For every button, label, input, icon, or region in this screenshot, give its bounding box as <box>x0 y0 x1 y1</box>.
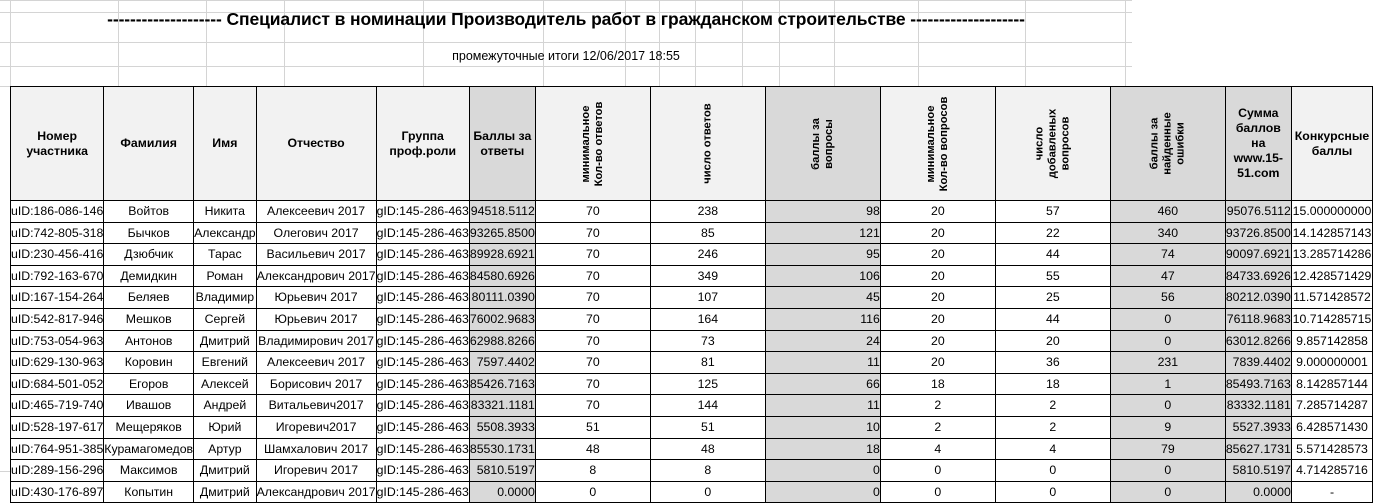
cell-surname: Мешков <box>104 308 194 330</box>
cell-contest-points: 11.571428572 <box>1291 287 1372 309</box>
table-row[interactable] <box>11 201 1373 223</box>
cell-contest-points: 8.142857144 <box>1291 373 1372 395</box>
cell-answer-points: 76002.9683 <box>469 308 535 330</box>
col-header-min-answers-text <box>580 90 606 198</box>
cell-patronymic: Алексеевич 2017 <box>256 201 376 223</box>
cell-participant-number: uID:792-163-670 <box>11 265 104 287</box>
cell-group: gID:145-286-463 <box>376 330 469 352</box>
table-row[interactable] <box>11 395 1373 417</box>
cell-contest-points: - <box>1291 481 1372 503</box>
col-header-sum <box>1225 87 1291 201</box>
cell-group: gID:145-286-463 <box>376 395 469 417</box>
cell-min-questions: 18 <box>880 373 995 395</box>
cell-added-questions: 22 <box>995 222 1110 244</box>
cell-answers-count: 349 <box>650 265 765 287</box>
cell-min-answers: 70 <box>535 287 650 309</box>
cell-patronymic: Игоревич2017 <box>256 416 376 438</box>
cell-surname: Бычков <box>104 222 194 244</box>
cell-error-points: 1 <box>1110 373 1225 395</box>
col-header-sum-l1: Сумма баллов <box>1235 106 1281 135</box>
cell-min-questions: 20 <box>880 330 995 352</box>
cell-patronymic: Владимирович 2017 <box>256 330 376 352</box>
col-header-participant-number-l1: Номер <box>37 128 77 143</box>
cell-first-name: Александр <box>194 222 257 244</box>
cell-added-questions: 2 <box>995 416 1110 438</box>
cell-first-name: Алексей <box>194 373 257 395</box>
cell-contest-points: 7.285714287 <box>1291 395 1372 417</box>
cell-added-questions: 2 <box>995 395 1110 417</box>
col-header-min-questions <box>880 87 995 201</box>
col-header-error-points-l3: ошибки <box>1174 122 1187 165</box>
cell-participant-number: uID:465-719-740 <box>11 395 104 417</box>
cell-contest-points: 4.714285716 <box>1291 460 1372 482</box>
col-header-min-questions-l1: минимальное <box>924 105 937 182</box>
cell-added-questions: 55 <box>995 265 1110 287</box>
cell-participant-number: uID:430-176-897 <box>11 481 104 503</box>
cell-participant-number: uID:742-805-318 <box>11 222 104 244</box>
cell-group: gID:145-286-463 <box>376 460 469 482</box>
table-row[interactable] <box>11 330 1373 352</box>
cell-question-points: 18 <box>765 438 880 460</box>
cell-min-answers: 48 <box>535 438 650 460</box>
cell-group: gID:145-286-463 <box>376 481 469 503</box>
cell-added-questions: 0 <box>995 460 1110 482</box>
cell-patronymic: Александрович 2017 <box>256 265 376 287</box>
cell-min-answers: 70 <box>535 244 650 266</box>
title-block <box>0 6 1132 66</box>
cell-group: gID:145-286-463 <box>376 438 469 460</box>
cell-participant-number: uID:289-156-296 <box>11 460 104 482</box>
col-header-min-answers <box>535 87 650 201</box>
cell-first-name: Сергей <box>194 308 257 330</box>
grid-hline-3 <box>0 66 1132 67</box>
cell-answer-points: 7597.4402 <box>469 352 535 374</box>
col-header-min-answers-l2: Кол-во ответов <box>592 101 605 186</box>
cell-min-answers: 8 <box>535 460 650 482</box>
cell-participant-number: uID:753-054-963 <box>11 330 104 352</box>
cell-answer-points: 85426.7163 <box>469 373 535 395</box>
col-header-answers-count-text: число ответов <box>701 103 714 184</box>
cell-first-name: Никита <box>194 201 257 223</box>
cell-answer-points: 83321.1181 <box>469 395 535 417</box>
cell-participant-number: uID:764-951-385 <box>11 438 104 460</box>
cell-patronymic: Шамхалович 2017 <box>256 438 376 460</box>
col-header-question-points-text <box>810 90 836 198</box>
cell-min-questions: 4 <box>880 438 995 460</box>
cell-patronymic: Юрьевич 2017 <box>256 287 376 309</box>
cell-surname: Ивашов <box>104 395 194 417</box>
cell-contest-points: 5.571428573 <box>1291 438 1372 460</box>
col-header-group-l1: Группа <box>401 128 444 143</box>
cell-error-points: 0 <box>1110 460 1225 482</box>
cell-patronymic: Игоревич 2017 <box>256 460 376 482</box>
col-header-participant-number <box>11 87 104 201</box>
cell-error-points: 79 <box>1110 438 1225 460</box>
col-header-question-points-l1: баллы за <box>809 117 822 170</box>
cell-first-name: Евгений <box>194 352 257 374</box>
cell-error-points: 0 <box>1110 481 1225 503</box>
cell-sum: 83332.1181 <box>1225 395 1291 417</box>
cell-min-answers: 70 <box>535 373 650 395</box>
table-row[interactable] <box>11 373 1373 395</box>
cell-patronymic: Витальевич2017 <box>256 395 376 417</box>
cell-min-questions: 20 <box>880 201 995 223</box>
cell-patronymic: Васильевич 2017 <box>256 244 376 266</box>
cell-answers-count: 125 <box>650 373 765 395</box>
cell-participant-number: uID:230-456-416 <box>11 244 104 266</box>
cell-error-points: 74 <box>1110 244 1225 266</box>
cell-surname: Демидкин <box>104 265 194 287</box>
cell-answers-count: 107 <box>650 287 765 309</box>
cell-first-name: Андрей <box>194 395 257 417</box>
cell-answers-count: 51 <box>650 416 765 438</box>
cell-group: gID:145-286-463 <box>376 222 469 244</box>
col-header-added-questions-l3: вопросов <box>1059 116 1072 171</box>
col-header-answer-points-l2: ответы <box>480 143 525 158</box>
cell-answer-points: 89928.6921 <box>469 244 535 266</box>
grid-hline-0 <box>0 0 1132 1</box>
cell-question-points: 66 <box>765 373 880 395</box>
cell-surname: Антонов <box>104 330 194 352</box>
col-header-surname: Фамилия <box>104 87 194 201</box>
col-header-question-points <box>765 87 880 201</box>
cell-first-name: Роман <box>194 265 257 287</box>
cell-sum: 90097.6921 <box>1225 244 1291 266</box>
cell-answer-points: 62988.8266 <box>469 330 535 352</box>
cell-patronymic: Борисович 2017 <box>256 373 376 395</box>
cell-contest-points: 13.285714286 <box>1291 244 1372 266</box>
cell-answers-count: 48 <box>650 438 765 460</box>
page-title: -------------------- Специалист в номинации Производитель работ в гражданском строительстве -------------------- <box>107 9 1025 29</box>
cell-sum: 80212.0390 <box>1225 287 1291 309</box>
table-row[interactable] <box>11 438 1373 460</box>
cell-group: gID:145-286-463 <box>376 416 469 438</box>
col-header-patronymic: Отчество <box>256 87 376 201</box>
cell-contest-points: 9.000000001 <box>1291 352 1372 374</box>
cell-question-points: 121 <box>765 222 880 244</box>
cell-sum: 5810.5197 <box>1225 460 1291 482</box>
cell-error-points: 0 <box>1110 330 1225 352</box>
cell-error-points: 56 <box>1110 287 1225 309</box>
cell-answer-points: 5508.3933 <box>469 416 535 438</box>
cell-question-points: 98 <box>765 201 880 223</box>
cell-answers-count: 164 <box>650 308 765 330</box>
cell-min-questions: 20 <box>880 352 995 374</box>
col-header-sum-l3: www.15-51.com <box>1233 151 1284 180</box>
cell-added-questions: 20 <box>995 330 1110 352</box>
cell-min-questions: 20 <box>880 265 995 287</box>
cell-surname: Максимов <box>104 460 194 482</box>
cell-min-questions: 20 <box>880 308 995 330</box>
col-header-answer-points <box>469 87 535 201</box>
cell-answers-count: 8 <box>650 460 765 482</box>
cell-min-questions: 20 <box>880 244 995 266</box>
cell-patronymic: Алексеевич 2017 <box>256 352 376 374</box>
col-header-added-questions-l2: добавленых <box>1046 108 1059 179</box>
table-row[interactable] <box>11 352 1373 374</box>
cell-error-points: 0 <box>1110 395 1225 417</box>
cell-answers-count: 144 <box>650 395 765 417</box>
cell-answers-count: 81 <box>650 352 765 374</box>
cell-sum: 7839.4402 <box>1225 352 1291 374</box>
cell-contest-points: 10.714285715 <box>1291 308 1372 330</box>
results-table <box>10 86 1373 503</box>
cell-participant-number: uID:684-501-052 <box>11 373 104 395</box>
cell-question-points: 95 <box>765 244 880 266</box>
cell-min-answers: 70 <box>535 201 650 223</box>
col-header-group-l2: проф.роли <box>389 143 457 158</box>
cell-answers-count: 0 <box>650 481 765 503</box>
table-row[interactable] <box>11 265 1373 287</box>
cell-min-questions: 20 <box>880 287 995 309</box>
cell-min-answers: 51 <box>535 416 650 438</box>
cell-min-questions: 2 <box>880 416 995 438</box>
page-subtitle: промежуточные итоги 12/06/2017 18:55 <box>452 49 680 63</box>
cell-participant-number: uID:186-086-146 <box>11 201 104 223</box>
cell-added-questions: 57 <box>995 201 1110 223</box>
cell-min-answers: 0 <box>535 481 650 503</box>
cell-added-questions: 0 <box>995 481 1110 503</box>
cell-added-questions: 44 <box>995 308 1110 330</box>
cell-contest-points: 12.428571429 <box>1291 265 1372 287</box>
cell-min-answers: 70 <box>535 330 650 352</box>
cell-answers-count: 246 <box>650 244 765 266</box>
cell-first-name: Дмитрий <box>194 330 257 352</box>
table-row[interactable] <box>11 416 1373 438</box>
cell-question-points: 10 <box>765 416 880 438</box>
cell-added-questions: 18 <box>995 373 1110 395</box>
cell-group: gID:145-286-463 <box>376 308 469 330</box>
col-header-contest-points <box>1291 87 1372 201</box>
cell-sum: 84733.6926 <box>1225 265 1291 287</box>
table-row[interactable] <box>11 222 1373 244</box>
cell-first-name: Дмитрий <box>194 460 257 482</box>
cell-question-points: 11 <box>765 352 880 374</box>
cell-surname: Войтов <box>104 201 194 223</box>
cell-question-points: 116 <box>765 308 880 330</box>
cell-min-questions: 2 <box>880 395 995 417</box>
cell-answers-count: 238 <box>650 201 765 223</box>
col-header-group <box>376 87 469 201</box>
col-header-added-questions-l1: число <box>1033 126 1046 161</box>
col-header-error-points-l1: баллы за <box>1148 117 1161 170</box>
cell-question-points: 0 <box>765 460 880 482</box>
cell-sum: 85493.7163 <box>1225 373 1291 395</box>
col-header-error-points <box>1110 87 1225 201</box>
cell-surname: Копытин <box>104 481 194 503</box>
cell-participant-number: uID:629-130-963 <box>11 352 104 374</box>
cell-error-points: 460 <box>1110 201 1225 223</box>
cell-error-points: 340 <box>1110 222 1225 244</box>
col-header-answers-count <box>650 87 765 201</box>
col-header-min-questions-text <box>925 90 951 198</box>
table-row[interactable] <box>11 308 1373 330</box>
col-header-added-questions-text <box>1033 90 1072 198</box>
col-header-contest-points-l2: баллы <box>1311 143 1353 158</box>
col-header-answer-points-l1: Баллы за <box>473 128 532 143</box>
cell-contest-points: 9.857142858 <box>1291 330 1372 352</box>
cell-answer-points: 80111.0390 <box>469 287 535 309</box>
cell-first-name: Артур <box>194 438 257 460</box>
table-body <box>11 201 1373 503</box>
cell-contest-points: 6.428571430 <box>1291 416 1372 438</box>
cell-group: gID:145-286-463 <box>376 373 469 395</box>
col-header-error-points-text <box>1148 90 1187 198</box>
col-header-participant-number-l2: участника <box>26 143 88 158</box>
cell-min-answers: 70 <box>535 352 650 374</box>
col-header-min-questions-l2: Кол-во вопросов <box>937 96 950 191</box>
cell-group: gID:145-286-463 <box>376 244 469 266</box>
cell-error-points: 47 <box>1110 265 1225 287</box>
cell-answer-points: 85530.1731 <box>469 438 535 460</box>
cell-participant-number: uID:167-154-264 <box>11 287 104 309</box>
cell-answer-points: 0.0000 <box>469 481 535 503</box>
cell-contest-points: 14.142857143 <box>1291 222 1372 244</box>
cell-error-points: 9 <box>1110 416 1225 438</box>
cell-sum: 0.0000 <box>1225 481 1291 503</box>
cell-surname: Дзюбчик <box>104 244 194 266</box>
col-header-error-points-l2: найденные <box>1161 112 1174 175</box>
cell-patronymic: Юрьевич 2017 <box>256 308 376 330</box>
cell-surname: Беляев <box>104 287 194 309</box>
table-row[interactable] <box>11 287 1373 309</box>
cell-surname: Коровин <box>104 352 194 374</box>
cell-surname: Егоров <box>104 373 194 395</box>
table-row[interactable] <box>11 244 1373 266</box>
cell-surname: Мещеряков <box>104 416 194 438</box>
cell-patronymic: Александрович 2017 <box>256 481 376 503</box>
cell-answer-points: 84580.6926 <box>469 265 535 287</box>
cell-answers-count: 85 <box>650 222 765 244</box>
col-header-first-name: Имя <box>194 87 257 201</box>
table-row[interactable] <box>11 481 1373 503</box>
cell-answer-points: 93265.8500 <box>469 222 535 244</box>
cell-group: gID:145-286-463 <box>376 265 469 287</box>
cell-first-name: Юрий <box>194 416 257 438</box>
cell-sum: 93726.8500 <box>1225 222 1291 244</box>
col-header-added-questions <box>995 87 1110 201</box>
table-header-row <box>11 87 1373 201</box>
cell-answer-points: 5810.5197 <box>469 460 535 482</box>
cell-answers-count: 73 <box>650 330 765 352</box>
cell-first-name: Дмитрий <box>194 481 257 503</box>
cell-question-points: 24 <box>765 330 880 352</box>
cell-min-answers: 70 <box>535 395 650 417</box>
cell-question-points: 11 <box>765 395 880 417</box>
cell-participant-number: uID:528-197-617 <box>11 416 104 438</box>
cell-added-questions: 36 <box>995 352 1110 374</box>
cell-min-answers: 70 <box>535 265 650 287</box>
table-row[interactable] <box>11 460 1373 482</box>
cell-min-questions: 20 <box>880 222 995 244</box>
cell-added-questions: 44 <box>995 244 1110 266</box>
cell-first-name: Владимир <box>194 287 257 309</box>
cell-contest-points: 15.000000000 <box>1291 201 1372 223</box>
cell-min-questions: 0 <box>880 460 995 482</box>
cell-sum: 76118.9683 <box>1225 308 1291 330</box>
cell-question-points: 45 <box>765 287 880 309</box>
cell-patronymic: Олегович 2017 <box>256 222 376 244</box>
cell-error-points: 0 <box>1110 308 1225 330</box>
col-header-min-answers-l1: минимальное <box>579 105 592 182</box>
cell-sum: 63012.8266 <box>1225 330 1291 352</box>
cell-question-points: 0 <box>765 481 880 503</box>
cell-answer-points: 94518.5112 <box>469 201 535 223</box>
cell-error-points: 231 <box>1110 352 1225 374</box>
cell-min-answers: 70 <box>535 222 650 244</box>
col-header-sum-l2: на <box>1251 136 1266 150</box>
col-header-contest-points-l1: Конкурсные <box>1294 128 1370 143</box>
cell-group: gID:145-286-463 <box>376 352 469 374</box>
cell-group: gID:145-286-463 <box>376 287 469 309</box>
cell-first-name: Тарас <box>194 244 257 266</box>
cell-question-points: 106 <box>765 265 880 287</box>
cell-sum: 95076.5112 <box>1225 201 1291 223</box>
col-header-question-points-l2: вопросы <box>822 118 835 169</box>
cell-sum: 5527.3933 <box>1225 416 1291 438</box>
cell-surname: Курамагомедов <box>104 438 194 460</box>
cell-participant-number: uID:542-817-946 <box>11 308 104 330</box>
cell-added-questions: 4 <box>995 438 1110 460</box>
cell-group: gID:145-286-463 <box>376 201 469 223</box>
cell-min-questions: 0 <box>880 481 995 503</box>
cell-sum: 85627.1731 <box>1225 438 1291 460</box>
cell-added-questions: 25 <box>995 287 1110 309</box>
cell-min-answers: 70 <box>535 308 650 330</box>
